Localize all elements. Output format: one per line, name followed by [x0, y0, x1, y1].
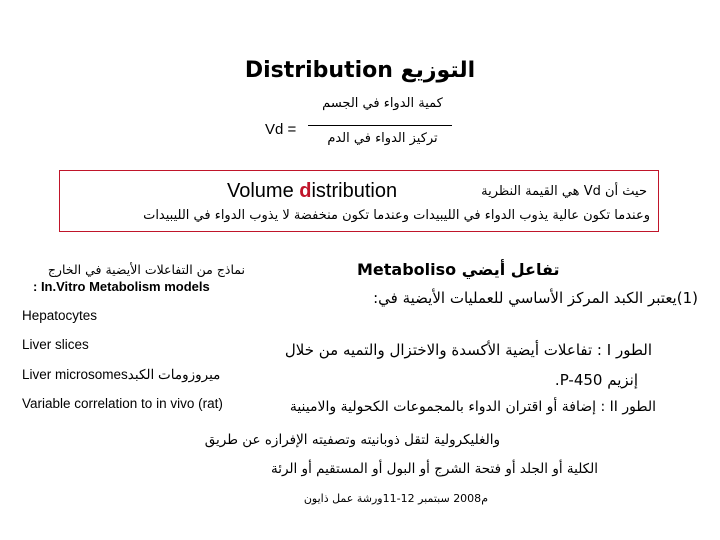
box-title-suffix: istribution [311, 180, 398, 202]
metabolism-heading-en: Metaboliso [357, 260, 457, 279]
formula-denominator: تركيز الدواء في الدم [327, 131, 438, 146]
models-subtitle: : In.Vitro Metabolism models [33, 279, 210, 294]
phase-2-line-3: الكلية أو الجلد أو فتحة الشرج أو البول أو المستقيم أو الرئة [270, 461, 598, 477]
phase-1-text: الطور I : تفاعلات أيضية الأكسدة والاختزال والتميه من خلال [284, 341, 652, 359]
box-title-highlight: d [299, 180, 312, 202]
footer-note: م2008 سبتمبر 12-11ورشة عمل ذايون [303, 492, 488, 505]
enzyme-text: إنزيم P-450. [554, 371, 638, 389]
model-item-hepatocytes: Hepatocytes [22, 308, 98, 323]
page-title [0, 58, 720, 83]
title-arabic: التوزيع [400, 58, 476, 83]
model-item-liver-microsomes: Liver microsomesميروزومات الكبد [22, 367, 221, 382]
model-item-variable-correlation: Variable correlation to in vivo (rat) [22, 396, 223, 411]
volume-distribution-title [227, 180, 397, 203]
phase-2-line-2: والغليكرولية لتقل ذوبانيته وتصفيته الإفرازه عن طريق [204, 432, 500, 448]
metabolism-heading-ar: تفاعل أيضي [461, 260, 560, 279]
definition-line-2: وعندما تكون عالية يذوب الدواء في الليبيدات وعندما تكون منخفضة لا يذوب الدواء في الليبيدات [143, 208, 650, 223]
models-title: نماذج من التفاعلات الأيضية في الخارج [47, 262, 245, 277]
definition-line-1: حيث أن Vd هي القيمة النظرية [481, 184, 647, 199]
metabolism-point-1: (1)يعتبر الكبد المركز الأساسي للعمليات الأيضية في: [373, 289, 698, 307]
formula-numerator: كمية الدواء في الجسم [322, 96, 443, 111]
phase-2-text: الطور II : إضافة أو اقتران الدواء بالمجموعات الكحولية والامينية [289, 399, 656, 415]
formula-fraction-line [308, 125, 452, 126]
model-item-liver-slices: Liver slices [22, 337, 89, 352]
title-english: Distribution [244, 58, 393, 83]
metabolism-heading [357, 260, 560, 279]
formula-lhs: Vd = [265, 121, 297, 138]
box-title-prefix: Volume [227, 180, 300, 202]
